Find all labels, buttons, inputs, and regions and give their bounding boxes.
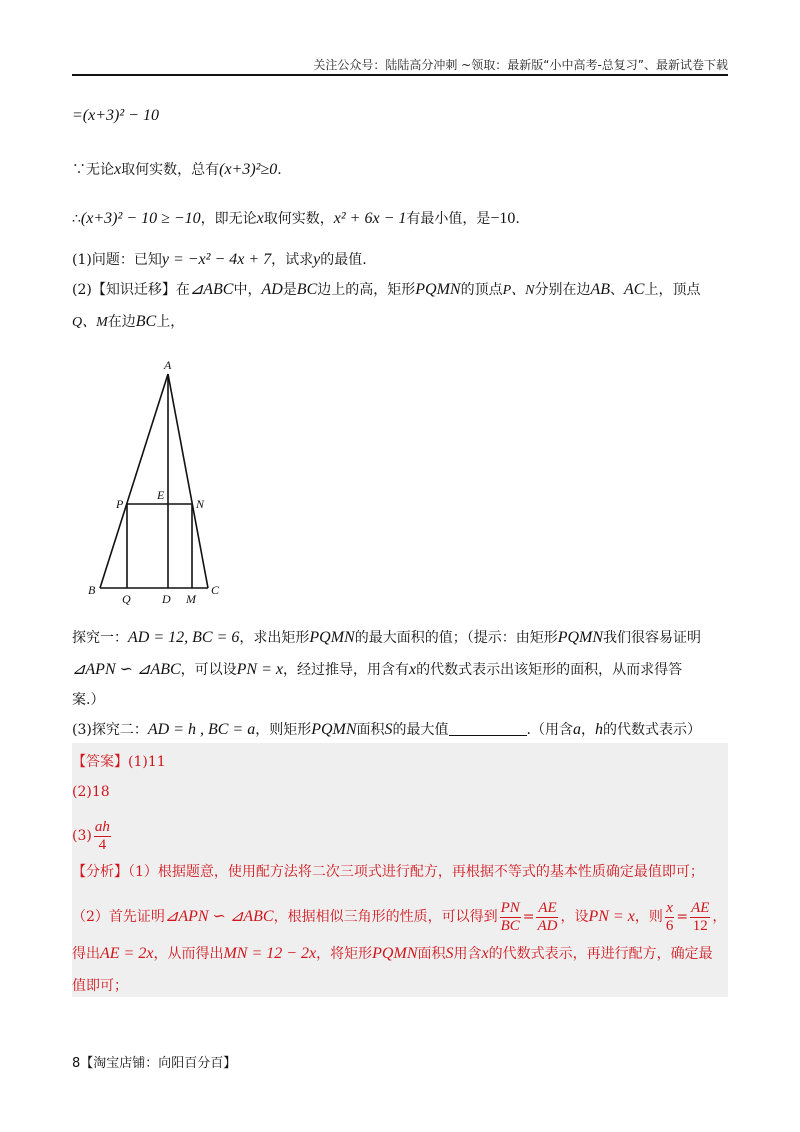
var-x: x	[481, 945, 489, 962]
label-d: D	[162, 592, 171, 606]
text: .（用含	[526, 722, 573, 738]
rectangle: PQMN	[415, 281, 461, 298]
given-values: AD = h , BC = a	[147, 721, 256, 738]
text: 、	[610, 282, 625, 298]
segment: AB	[590, 281, 611, 298]
text: ，将矩形	[316, 946, 373, 962]
question-2-line-2	[72, 312, 184, 333]
line-expression	[72, 106, 159, 126]
analysis-1	[72, 862, 704, 882]
numerator: PN	[500, 899, 520, 916]
points: P、N	[502, 283, 535, 298]
rectangle: PQMN	[372, 945, 418, 962]
numerator: AE	[691, 899, 710, 916]
text: (3)探究二：	[72, 722, 148, 738]
equals: =	[522, 909, 535, 925]
text: 我们很容易证明	[603, 630, 702, 646]
text: ∵无论	[72, 162, 114, 178]
question-1	[72, 250, 367, 270]
text: 面积	[356, 722, 385, 738]
text: 的最值.	[320, 252, 367, 268]
fraction-x-6	[665, 900, 675, 935]
label-m: M	[186, 592, 196, 606]
label-p: P	[116, 497, 124, 511]
text: 取何实数，	[263, 211, 334, 227]
equals: =	[676, 909, 689, 925]
var-s: S	[384, 721, 393, 738]
question-2-line-1	[72, 280, 700, 301]
label-b: B	[88, 583, 96, 597]
text: 的最大面积的值；（提示：由矩形	[354, 630, 558, 646]
inequality: (x+3)² − 10 ≥ −10	[80, 210, 201, 227]
var-a: a	[573, 721, 581, 738]
explore-1-line-1	[72, 628, 701, 648]
text: 上，	[156, 314, 185, 330]
text: ，	[712, 909, 727, 925]
segment: BC	[296, 281, 318, 298]
text: 有最小值，是	[406, 211, 491, 227]
assumption: PN = x	[236, 661, 283, 678]
text: 的代数式表示出该矩形的面积，从而求得答	[416, 662, 683, 678]
text: 边上的高，矩形	[317, 282, 416, 298]
expression-completed-square: =(x+3)² − 10	[72, 107, 159, 124]
answer-2	[72, 782, 110, 802]
inequality: (x+3)²≥0	[219, 161, 278, 178]
line-because	[72, 160, 282, 180]
rectangle: PQMN	[311, 721, 357, 738]
explore-1-line-2	[72, 660, 682, 680]
answer-index: (3)	[72, 828, 92, 844]
numerator: AE	[538, 899, 557, 916]
text: 的代数式表示，再进行配方，确定最	[488, 946, 713, 962]
answer-tag: 【答案】	[72, 754, 128, 770]
answer-value: (2)18	[72, 784, 110, 800]
var-x: x	[114, 161, 122, 178]
text: ，根据相似三角形的性质，可以得到	[273, 909, 498, 925]
var-h: h	[595, 721, 603, 738]
var-y: y	[313, 251, 321, 268]
text: 值即可；	[72, 978, 128, 994]
label-e: E	[157, 488, 165, 502]
answer-blank	[449, 721, 527, 736]
text: 中，	[233, 282, 262, 298]
fraction-pn-bc	[500, 900, 521, 935]
assumption: PN = x	[588, 908, 635, 925]
label-a: A	[164, 358, 172, 372]
question-3	[72, 720, 701, 740]
text: (1)问题：已知	[72, 252, 162, 268]
label-c: C	[211, 583, 220, 597]
segment: AC	[624, 281, 645, 298]
numerator: x	[666, 899, 673, 916]
page-header: 关注公众号：陆陆高分冲刺 ~领取：最新版“小中高考-总复习”、最新试卷下载	[313, 58, 728, 72]
analysis-4	[72, 976, 128, 996]
triangle-figure	[80, 352, 240, 608]
side-ab	[100, 374, 168, 588]
label-q: Q	[122, 592, 131, 606]
denominator: 12	[692, 917, 708, 934]
text: 的顶点	[460, 282, 503, 298]
text: 面积	[417, 946, 446, 962]
text: 得出	[72, 946, 100, 962]
side-ac	[168, 374, 208, 588]
text: 案.）	[72, 692, 105, 708]
text: （1）根据题意，使用配方法将二次三项式进行配方，再根据不等式的基本性质确定最值即可；	[128, 864, 704, 880]
therefore-symbol: ∴	[72, 211, 81, 227]
equation: AE = 2x	[100, 945, 154, 962]
text: ，	[581, 722, 595, 738]
similar-triangles: ⊿APN ∽ ⊿ABC	[164, 908, 274, 925]
text: ，设	[560, 909, 589, 925]
text: ，从而得出	[153, 946, 224, 962]
polynomial: x² + 6x − 1	[333, 210, 407, 227]
denominator: 6	[665, 917, 674, 934]
answer-1	[72, 752, 166, 772]
rectangle: PQMN	[309, 629, 355, 646]
denominator: BC	[500, 917, 520, 934]
equation: MN = 12 − 2x	[223, 945, 317, 962]
text: ，试求	[271, 252, 314, 268]
text: ，求出矩形	[239, 630, 310, 646]
text: ，则	[634, 909, 663, 925]
text: ，经过推导，用含有	[283, 662, 409, 678]
var-x: x	[256, 210, 264, 227]
min-value: −10	[490, 210, 516, 227]
explore-1-line-3	[72, 690, 104, 710]
similar-triangles: ⊿APN ∽ ⊿ABC	[72, 661, 181, 678]
answer-value: (1)11	[128, 754, 166, 770]
text: 在边	[107, 314, 136, 330]
text: ，可以设	[180, 662, 237, 678]
line-therefore	[72, 209, 520, 229]
points: Q、M	[72, 315, 108, 330]
answer-3	[72, 818, 113, 854]
text: 分别在边	[534, 282, 591, 298]
text: 探究一：	[72, 630, 128, 646]
text: (2)【知识迁移】在	[72, 282, 190, 298]
text: ，即无论	[200, 211, 257, 227]
text: .	[277, 162, 282, 178]
given-values: AD = 12, BC = 6	[128, 629, 240, 646]
segment: AD	[261, 281, 283, 298]
function-expression: y = −x² − 4x + 7	[161, 251, 272, 268]
var-s: S	[445, 945, 454, 962]
segment: BC	[135, 313, 157, 330]
label-n: N	[196, 497, 205, 511]
page-footer: 8【淘宝店铺：向阳百分百】	[72, 1056, 237, 1071]
fraction-ae-ad	[536, 900, 558, 935]
text: （2）首先证明	[72, 909, 165, 925]
text: 是	[282, 282, 297, 298]
numerator: ah	[94, 818, 110, 835]
fraction-ae-12	[690, 900, 710, 935]
text: 的最大值	[392, 722, 449, 738]
text: ，则矩形	[255, 722, 312, 738]
analysis-3	[72, 944, 713, 964]
triangle-abc: ⊿ABC	[189, 281, 234, 298]
text: 用含	[453, 946, 482, 962]
rectangle: PQMN	[557, 629, 604, 646]
text: 的代数式表示）	[603, 722, 701, 738]
denominator: AD	[537, 917, 558, 934]
analysis-tag: 【分析】	[72, 864, 128, 880]
text: .	[515, 211, 520, 227]
denominator: 4	[98, 836, 107, 853]
header-rule	[72, 74, 728, 76]
fraction-ah-over-4	[94, 819, 111, 854]
text: 上，顶点	[644, 282, 701, 298]
text: 取何实数，总有	[121, 162, 220, 178]
analysis-2	[72, 897, 726, 937]
var-x: x	[409, 661, 417, 678]
